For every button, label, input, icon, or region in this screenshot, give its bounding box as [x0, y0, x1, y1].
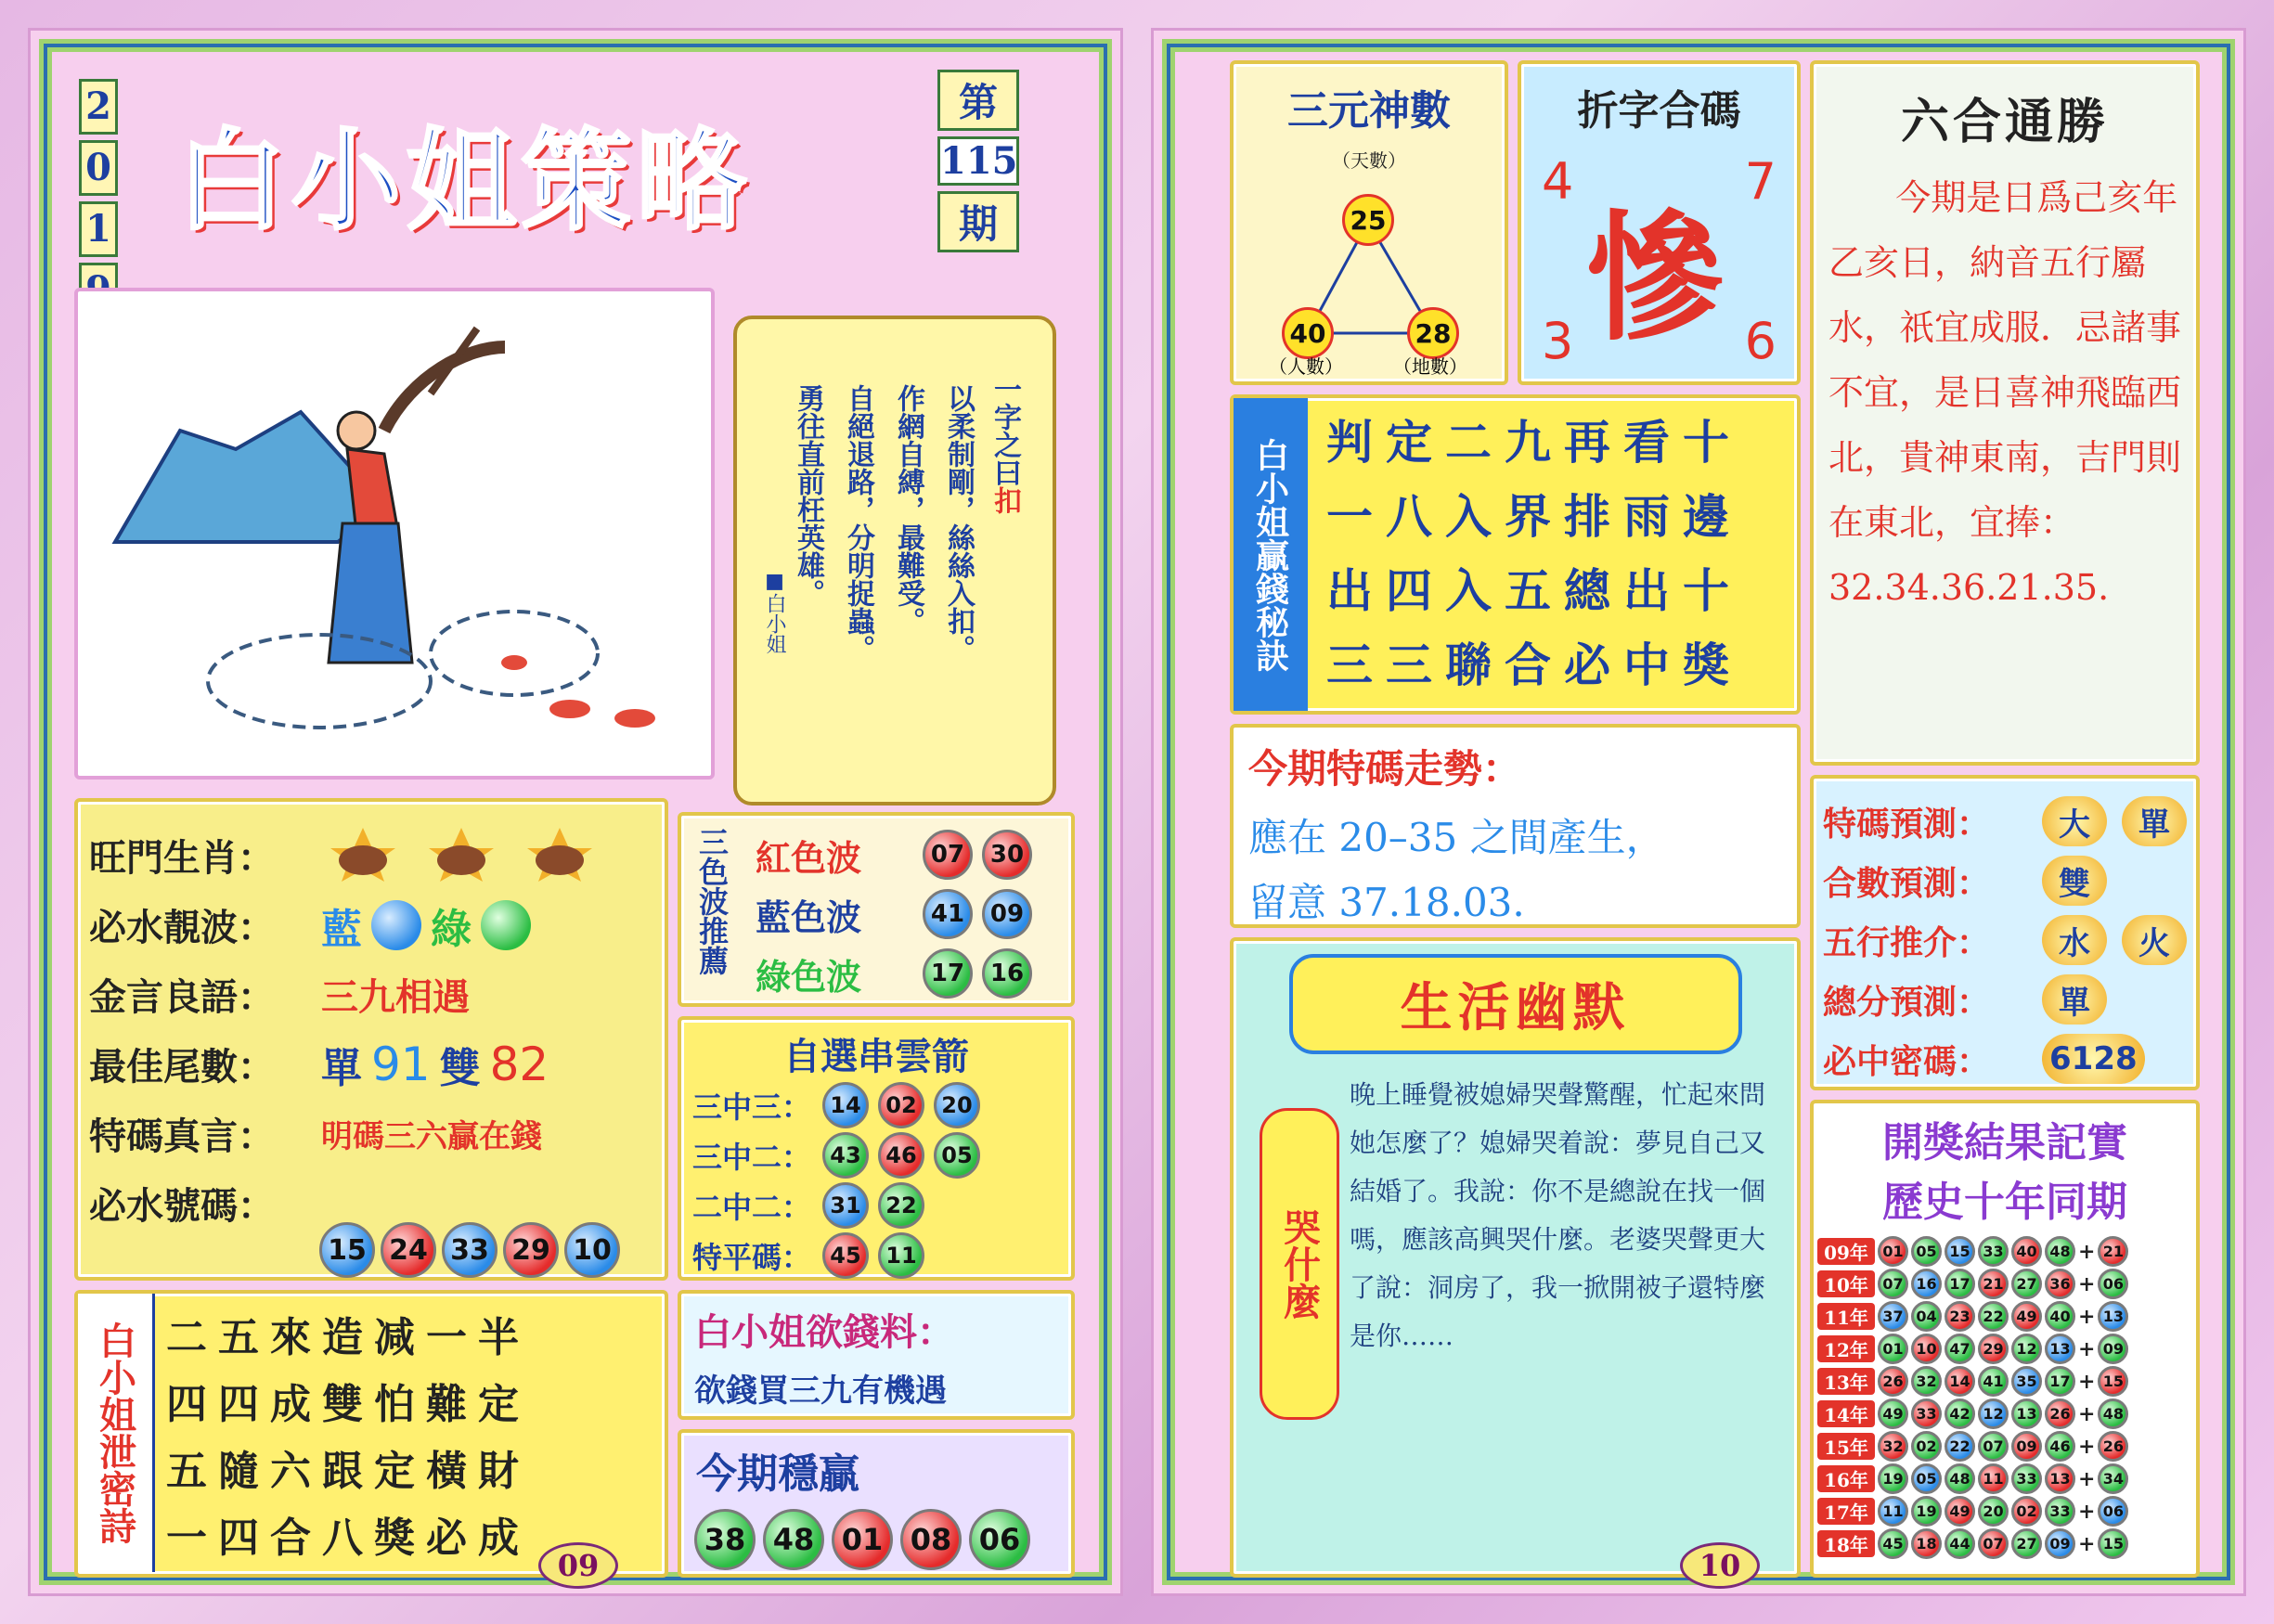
predict-value: 雙	[2042, 856, 2107, 906]
color-wave-row	[756, 944, 1032, 1003]
number-ball: 31	[822, 1182, 869, 1229]
plus-sign: +	[2078, 1239, 2096, 1264]
number-ball: 46	[2045, 1431, 2075, 1462]
history-year: 14年	[1817, 1400, 1875, 1427]
page-title: 白小姐策略	[176, 116, 753, 245]
number-ball: 05	[934, 1132, 980, 1179]
info-value: 明碼三六贏在錢	[321, 1118, 542, 1155]
chain-label: 三中三：	[692, 1089, 812, 1125]
number-ball: 46	[878, 1132, 924, 1179]
number-ball: 13	[2045, 1463, 2075, 1494]
green-ball-icon	[481, 900, 531, 950]
predict-value: 大	[2042, 796, 2107, 846]
number-ball: 29	[503, 1222, 559, 1278]
scroll-line: 以柔制剛，絲絲入扣。	[942, 384, 975, 663]
number-ball: 49	[2011, 1301, 2042, 1332]
number-ball: 30	[982, 830, 1032, 880]
chain-panel: 自選串雲箭 三中三： 14 02 20 三中二： 43 46 05 二中二： 31 22 特平碼： 45 11	[678, 1016, 1075, 1281]
ox-icon	[420, 828, 503, 883]
number-ball: 23	[1945, 1301, 1975, 1332]
number-ball: 15	[2098, 1366, 2128, 1397]
plus-sign: +	[2078, 1531, 2096, 1556]
history-year: 13年	[1817, 1368, 1875, 1395]
wave-label: 藍色波	[756, 896, 862, 938]
info-label: 必水號碼：	[89, 1184, 275, 1228]
history-year: 17年	[1817, 1498, 1875, 1525]
history-year: 18年	[1817, 1530, 1875, 1557]
predict-row	[1823, 1029, 2187, 1089]
number-ball: 02	[1911, 1431, 1942, 1462]
wave-value: 藍	[321, 905, 362, 953]
number-ball: 48	[2045, 1236, 2075, 1267]
right-page	[1151, 28, 2246, 1596]
predict-label: 特碼預測：	[1823, 804, 1991, 844]
number-ball: 13	[2098, 1301, 2128, 1332]
predict-row	[1823, 851, 2187, 910]
number-ball: 41	[1978, 1366, 2009, 1397]
zodiac-icons	[321, 828, 601, 883]
illustration	[74, 288, 715, 780]
number-ball: 34	[2098, 1463, 2128, 1494]
predict-value: 水	[2042, 915, 2107, 965]
predict-value: 6128	[2042, 1034, 2145, 1084]
trend-panel: 今期特碼走勢： 應在 20–35 之間產生， 留意 37.18.03.	[1230, 724, 1801, 928]
number-ball: 37	[1878, 1301, 1908, 1332]
woman-snow-illustration	[78, 291, 709, 774]
history-panel: 開獎結果記實 歷史十年同期 09年 01 05 15 33 40 48 + 21 10年 07 16 17 21 27 36 + 06 11年 37 04 23 22 49 40 + 13 12年 01 10 47 29 12 13 + 09 13年 26 32 14 41 35 17 + 15 14年 49 33 42 12 13 26 + 48 15年 32 02 22 07 09 46 + 26 16年 19 05 48 11 33 13 + 34 17年 11 19 49 20 02 33 + 06 18年 45 18 44 07 27 09 + 15	[1810, 1100, 2200, 1578]
number-ball: 47	[1945, 1334, 1975, 1364]
rooster-icon	[321, 828, 405, 883]
issue-badge: 第 115 期	[937, 70, 1019, 252]
wave-label: 紅色波	[756, 836, 862, 879]
plus-sign: +	[2078, 1304, 2096, 1329]
number-ball: 21	[1978, 1269, 2009, 1299]
di-ball: 28	[1407, 307, 1459, 359]
predict-value: 單	[2122, 796, 2187, 846]
history-year: 09年	[1817, 1238, 1875, 1265]
plus-sign: +	[2078, 1466, 2096, 1491]
chain-row	[692, 1130, 1060, 1180]
number-ball: 17	[2045, 1366, 2075, 1397]
scroll-line: 自絕退路，分明捉蟲。	[842, 384, 874, 663]
number-ball: 02	[2011, 1496, 2042, 1527]
number-ball: 01	[832, 1509, 893, 1570]
history-row	[1817, 1463, 2192, 1495]
page-number: 10	[1680, 1542, 1760, 1589]
number-ball: 33	[1978, 1236, 2009, 1267]
humor-panel: 生活幽默 哭什麼 晚上睡覺被媳婦哭聲驚醒，忙起來問她怎麼了？媳婦哭着說：夢見自己又結婚了。我說：你不是總說在找一個嗎，應該高興哭什麼。老婆哭聲更大了說：洞房了，我一掀開被子還特麼是你……	[1230, 937, 1801, 1578]
info-row	[89, 820, 655, 890]
color-wave-row	[756, 884, 1032, 944]
sanyuan-panel: 三元神數 （天數） 25 40 28 （人數） （地數）	[1230, 60, 1508, 385]
number-ball: 24	[381, 1222, 436, 1278]
number-ball: 16	[1911, 1269, 1942, 1299]
number-ball: 11	[1978, 1463, 2009, 1494]
history-row	[1817, 1527, 2192, 1560]
number-ball: 15	[1945, 1236, 1975, 1267]
number-ball: 49	[1945, 1496, 1975, 1527]
number-ball: 33	[1911, 1398, 1942, 1429]
number-ball: 43	[822, 1132, 869, 1179]
predict-value: 單	[2042, 974, 2107, 1025]
predict-row	[1823, 970, 2187, 1029]
history-row	[1817, 1268, 2192, 1300]
predict-label: 合數預測：	[1823, 863, 1991, 903]
number-ball: 41	[923, 889, 973, 939]
number-ball: 26	[1878, 1366, 1908, 1397]
history-row	[1817, 1333, 2192, 1365]
number-ball: 08	[900, 1509, 962, 1570]
left-page	[28, 28, 1123, 1596]
number-ball: 33	[442, 1222, 497, 1278]
number-ball: 04	[1911, 1301, 1942, 1332]
number-ball: 07	[1878, 1269, 1908, 1299]
number-ball: 07	[1978, 1528, 2009, 1559]
number-ball: 14	[1945, 1366, 1975, 1397]
plus-sign: +	[2078, 1271, 2096, 1296]
history-year: 12年	[1817, 1335, 1875, 1362]
predict-row	[1823, 910, 2187, 970]
chain-label: 特平碼：	[692, 1240, 812, 1275]
history-row	[1817, 1300, 2192, 1333]
info-label: 最佳尾數：	[89, 1045, 275, 1089]
number-ball: 48	[1945, 1463, 1975, 1494]
info-row	[89, 960, 655, 1029]
number-ball: 09	[2098, 1334, 2128, 1364]
number-ball: 09	[2045, 1528, 2075, 1559]
history-row	[1817, 1398, 2192, 1430]
number-ball: 22	[1978, 1301, 2009, 1332]
poem-line: 二五來造减一半	[166, 1314, 530, 1361]
odd-label: 單	[321, 1044, 362, 1092]
number-ball: 17	[923, 948, 973, 999]
stable-panel: 今期穩贏 38 48 01 08 06	[678, 1429, 1075, 1578]
number-ball: 22	[1945, 1431, 1975, 1462]
number-ball: 33	[2045, 1496, 2075, 1527]
secret-line: 判定二九再看十	[1326, 415, 1742, 470]
number-ball: 11	[1878, 1496, 1908, 1527]
number-ball: 32	[1911, 1366, 1942, 1397]
three-color-panel: 三色波推薦 紅色波 07 30 藍色波 41 09 綠色波 17 16	[678, 812, 1075, 1007]
must-numbers	[319, 1222, 620, 1278]
number-ball: 13	[2045, 1334, 2075, 1364]
plus-sign: +	[2078, 1401, 2096, 1426]
history-row	[1817, 1365, 2192, 1398]
chain-row	[692, 1080, 1060, 1130]
poem-line: 五隨六跟定橫財	[166, 1448, 530, 1495]
page-number: 09	[538, 1542, 618, 1589]
plus-sign: +	[2078, 1499, 2096, 1524]
history-year: 10年	[1817, 1270, 1875, 1297]
number-ball: 29	[1978, 1334, 2009, 1364]
even-label: 雙	[439, 1044, 481, 1092]
number-ball: 22	[878, 1182, 924, 1229]
number-ball: 27	[2011, 1528, 2042, 1559]
poem-line: 一四合八獎必成	[166, 1514, 530, 1562]
chain-row	[692, 1231, 1060, 1281]
chain-label: 二中二：	[692, 1190, 812, 1225]
poem-line: 四四成雙怕難定	[166, 1381, 530, 1428]
number-ball: 15	[2098, 1528, 2128, 1559]
odd-tail: 91	[371, 1037, 431, 1091]
ren-ball: 40	[1282, 307, 1334, 359]
number-ball: 05	[1911, 1463, 1942, 1494]
number-ball: 09	[982, 889, 1032, 939]
predict-label: 必中密碼：	[1823, 1041, 1991, 1081]
number-ball: 27	[2011, 1269, 2042, 1299]
number-ball: 12	[1978, 1398, 2009, 1429]
number-ball: 35	[2011, 1366, 2042, 1397]
number-ball: 26	[2098, 1431, 2128, 1462]
secret-panel: 白小姐贏錢秘訣 判定二九再看十 一八入界排雨邊 出四入五總出十 三三聯合必中獎	[1230, 394, 1801, 715]
rat-icon	[518, 828, 601, 883]
number-ball: 05	[1911, 1236, 1942, 1267]
history-row	[1817, 1495, 2192, 1527]
number-ball: 21	[2098, 1236, 2128, 1267]
year-digit: 0	[79, 140, 118, 196]
info-label: 金言良語：	[89, 975, 275, 1019]
chain-row	[692, 1180, 1060, 1231]
number-ball: 20	[934, 1082, 980, 1128]
tian-ball: 25	[1342, 194, 1394, 246]
plus-sign: +	[2078, 1369, 2096, 1394]
number-ball: 14	[822, 1082, 869, 1128]
number-ball: 19	[1911, 1496, 1942, 1527]
number-ball: 40	[2011, 1236, 2042, 1267]
year-digit: 1	[79, 201, 118, 257]
number-ball: 13	[2011, 1398, 2042, 1429]
info-panel	[74, 798, 668, 1281]
info-label: 必水靚波：	[89, 906, 275, 949]
number-ball: 16	[982, 948, 1032, 999]
secret-line: 出四入五總出十	[1326, 563, 1742, 618]
scroll-sign: ■白小姐	[763, 570, 786, 654]
history-row	[1817, 1430, 2192, 1463]
scroll-lines	[787, 384, 978, 663]
number-ball: 33	[2011, 1463, 2042, 1494]
info-row	[89, 890, 655, 960]
number-ball: 49	[1878, 1398, 1908, 1429]
poem-panel: 白小姐泄密詩 二五來造减一半 四四成雙怕難定 五隨六跟定橫財 一四合八獎必成	[74, 1290, 668, 1578]
number-ball: 06	[969, 1509, 1030, 1570]
number-ball: 48	[763, 1509, 824, 1570]
number-ball: 17	[1945, 1269, 1975, 1299]
secret-line: 三三聯合必中獎	[1326, 638, 1742, 692]
number-ball: 07	[1978, 1431, 2009, 1462]
number-ball: 18	[1911, 1528, 1942, 1559]
number-ball: 10	[564, 1222, 620, 1278]
wave-label: 綠色波	[756, 955, 862, 998]
predict-label: 五行推介：	[1823, 922, 1991, 962]
number-ball: 48	[2098, 1398, 2128, 1429]
number-ball: 07	[923, 830, 973, 880]
number-ball: 44	[1945, 1528, 1975, 1559]
number-ball: 40	[2045, 1301, 2075, 1332]
plus-sign: +	[2078, 1434, 2096, 1459]
predict-label: 總分預測：	[1823, 982, 1991, 1022]
secret-line: 一八入界排雨邊	[1326, 489, 1742, 544]
scroll-line: 勇往直前枉英雄。	[792, 384, 824, 607]
number-ball: 15	[319, 1222, 375, 1278]
number-ball: 32	[1878, 1431, 1908, 1462]
info-label: 旺門生肖：	[89, 836, 275, 880]
plus-sign: +	[2078, 1336, 2096, 1361]
number-ball: 42	[1945, 1398, 1975, 1429]
number-ball: 20	[1978, 1496, 2009, 1527]
history-year: 15年	[1817, 1433, 1875, 1460]
number-ball: 01	[1878, 1334, 1908, 1364]
number-ball: 12	[2011, 1334, 2042, 1364]
number-ball: 26	[2045, 1398, 2075, 1429]
money-panel: 白小姐欲錢料： 欲錢買三九有機遇	[678, 1290, 1075, 1420]
year-digit: 2	[79, 79, 118, 135]
number-ball: 45	[1878, 1528, 1908, 1559]
number-ball: 02	[878, 1082, 924, 1128]
even-tail: 82	[489, 1037, 549, 1091]
history-year: 11年	[1817, 1303, 1875, 1330]
number-ball: 36	[2045, 1269, 2075, 1299]
predict-value: 火	[2122, 915, 2187, 965]
number-ball: 10	[1911, 1334, 1942, 1364]
info-row	[89, 1029, 655, 1099]
scroll-panel	[733, 316, 1056, 806]
number-ball: 11	[878, 1232, 924, 1279]
scroll-line: 作網自縛，最難受。	[892, 384, 924, 635]
number-ball: 01	[1878, 1236, 1908, 1267]
number-ball: 09	[2011, 1431, 2042, 1462]
chain-label: 三中二：	[692, 1140, 812, 1175]
number-ball: 06	[2098, 1269, 2128, 1299]
predict-row	[1823, 792, 2187, 851]
info-value: 三九相遇	[321, 975, 470, 1019]
number-ball: 38	[694, 1509, 756, 1570]
history-row	[1817, 1235, 2192, 1268]
blue-ball-icon	[371, 900, 421, 950]
liuhe-panel: 六合通勝 今期是日爲己亥年乙亥日，納音五行屬水，祇宜成服．忌諸事不宜，是日喜神飛臨西北，貴神東南，吉門則在東北，宜捧：32.34.36.21.35.	[1810, 60, 2200, 766]
number-ball: 45	[822, 1232, 869, 1279]
info-row	[89, 1099, 655, 1168]
wave-value: 綠	[431, 905, 472, 953]
history-year: 16年	[1817, 1465, 1875, 1492]
color-wave-row	[756, 825, 1032, 884]
predict-panel	[1810, 775, 2200, 1090]
number-ball: 06	[2098, 1496, 2128, 1527]
info-label: 特碼真言：	[89, 1115, 275, 1158]
number-ball: 19	[1878, 1463, 1908, 1494]
zheshi-panel: 折字合碼 慘 4 7 3 6	[1518, 60, 1801, 385]
scroll-heading: 一字之曰扣	[988, 375, 1021, 514]
